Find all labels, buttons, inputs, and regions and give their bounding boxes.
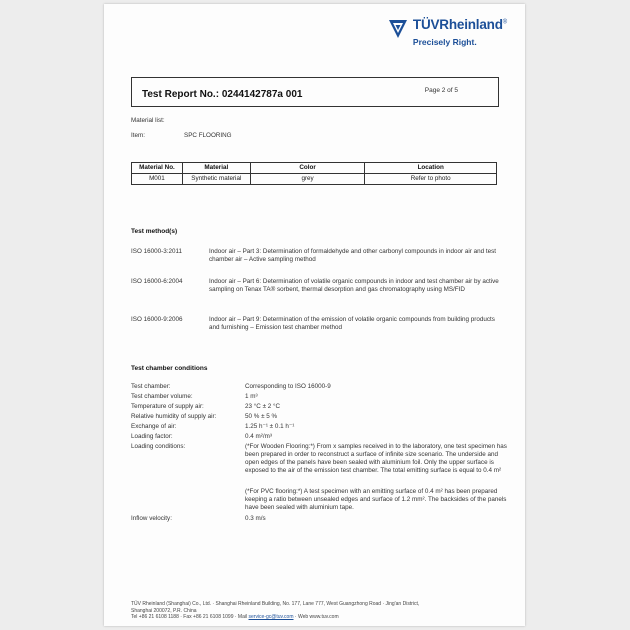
brand-tagline: Precisely Right. <box>412 36 477 47</box>
condition-row <box>131 488 507 512</box>
table-row <box>132 174 497 185</box>
method-item <box>131 316 501 332</box>
method-code: ISO 16000-6:2004 <box>131 278 183 285</box>
condition-label: Loading factor: <box>131 433 173 440</box>
condition-label: Loading conditions: <box>131 443 186 450</box>
condition-row <box>131 403 507 411</box>
footer-city: Shanghai 200072, P.R. China <box>131 607 197 614</box>
material-table <box>131 162 497 185</box>
method-description: Indoor air – Part 9: Determination of the emission of volatile organic compounds from building products and furnishing – Emission test chamber method <box>209 316 495 331</box>
condition-value: (*For PVC flooring:*) A test specimen with an emitting surface of 0.4 m² has been prepared keeping a ratio between unsealed edges and surface of 1.2 mm². The backsides of the panels have been sealed with aluminium tape. <box>245 488 507 511</box>
footer-phone: Tel +86 21 6108 1188 · Fax +86 21 6108 1099 · Mail <box>131 614 248 620</box>
footer-address: TÜV Rheinland (Shanghai) Co., Ltd. · Shanghai Rheinland Building, No. 177, Lane 777, West Guangzhong Road · Jing'an District, <box>131 601 420 607</box>
table-cell: Refer to photo <box>365 174 497 185</box>
column-header: Material <box>182 163 250 174</box>
item-label: Item: <box>131 132 145 139</box>
condition-label: Relative humidity of supply air: <box>131 413 217 420</box>
test-methods-heading: Test method(s) <box>131 228 178 235</box>
condition-row <box>131 423 507 431</box>
condition-label: Exchange of air: <box>131 423 177 430</box>
condition-value: Corresponding to ISO 16000-9 <box>245 383 331 390</box>
condition-value: 50 % ± 5 % <box>245 413 278 420</box>
report-title: Test Report No.: 0244142787a 001 <box>142 89 303 100</box>
registered-mark: ® <box>502 19 507 26</box>
condition-value: 0.3 m/s <box>245 515 266 522</box>
footer <box>131 601 503 621</box>
page-number: Page 2 of 5 <box>424 87 458 94</box>
condition-value: 0.4 m²/m³ <box>245 433 272 440</box>
tuv-triangle-icon <box>386 17 410 41</box>
footer-contact <box>131 614 503 621</box>
report-header-box <box>131 77 499 107</box>
condition-row <box>131 383 507 391</box>
method-description: Indoor air – Part 6: Determination of volatile organic compounds in indoor and test chamber air by active sampling on Tenax TA® sorbent, thermal desorption and gas chromatography using MS/FID <box>209 278 499 293</box>
condition-label: Inflow velocity: <box>131 515 172 522</box>
table-cell: grey <box>250 174 365 185</box>
condition-row <box>131 443 507 474</box>
condition-value: 1.25 h⁻¹ ± 0.1 h⁻¹ <box>245 423 295 430</box>
table-cell: Synthetic material <box>182 174 250 185</box>
condition-label <box>131 488 245 512</box>
condition-row <box>131 413 507 421</box>
material-list-heading: Material list: <box>131 117 165 124</box>
method-description: Indoor air – Part 3: Determination of formaldehyde and other carbonyl compounds in indoor air and test chamber air – Active sampling method <box>209 248 497 263</box>
condition-label: Temperature of supply air: <box>131 403 204 410</box>
table-cell: M001 <box>132 174 183 185</box>
condition-value: 23 °C ± 2 °C <box>245 403 281 410</box>
chamber-conditions-heading: Test chamber conditions <box>131 365 208 372</box>
method-item <box>131 278 501 294</box>
condition-row <box>131 393 507 401</box>
item-value: SPC FLOORING <box>184 132 232 139</box>
tuv-logo <box>386 17 507 48</box>
condition-value: (*For Wooden Flooring:*) From x samples received in to the laboratory, one test specimen has been prepared in order to reconstruct a surface of infinite size scenario. The underside and open edges of the panels have been sealed with aluminium foil. Only the upper surface is exposed to the air of the emission test chamber. The total emitting surface is equal to 0.4 m² <box>245 443 507 474</box>
method-code: ISO 16000-9:2006 <box>131 316 183 323</box>
column-header: Location <box>365 163 497 174</box>
table-header-row <box>132 163 497 174</box>
method-code: ISO 16000-3:2011 <box>131 248 182 255</box>
brand-name: TÜVRheinland <box>412 17 503 32</box>
report-page <box>104 4 525 626</box>
footer-web: · Web www.tuv.com <box>294 614 339 620</box>
condition-label: Test chamber: <box>131 383 171 390</box>
condition-row <box>131 515 507 523</box>
method-item <box>131 248 501 264</box>
condition-row <box>131 433 507 441</box>
footer-email-link[interactable]: service-gc@tuv.com <box>248 614 294 620</box>
condition-label: Test chamber volume: <box>131 393 193 400</box>
condition-value: 1 m³ <box>245 393 258 400</box>
column-header: Material No. <box>132 163 183 174</box>
column-header: Color <box>250 163 365 174</box>
